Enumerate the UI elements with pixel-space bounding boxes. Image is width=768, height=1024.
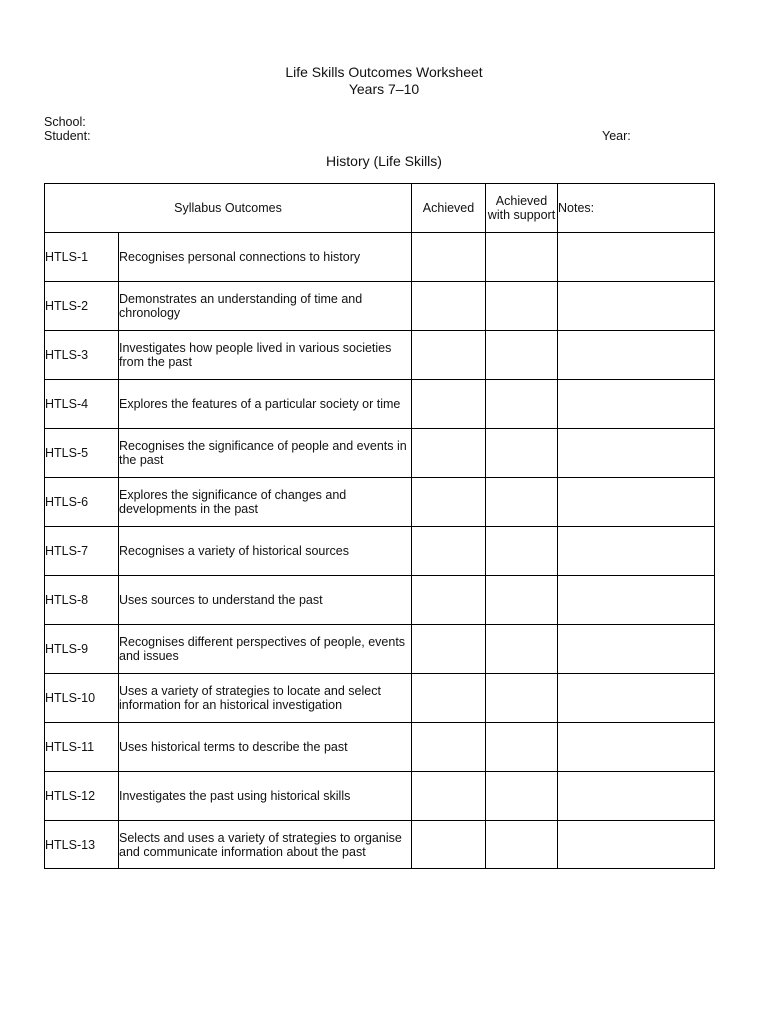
table-row: [45, 527, 715, 576]
achieved-with-support-cell[interactable]: [486, 821, 558, 869]
outcome-description: Recognises different perspectives of people, events and issues: [119, 625, 412, 674]
year-label: Year:: [602, 129, 631, 143]
achieved-with-support-cell[interactable]: [486, 576, 558, 625]
achieved-cell[interactable]: [412, 282, 486, 331]
achieved-with-support-cell[interactable]: [486, 331, 558, 380]
table-row: [45, 233, 715, 282]
worksheet-title: Life Skills Outcomes Worksheet: [285, 64, 483, 80]
notes-cell[interactable]: [558, 772, 715, 821]
table-row: [45, 674, 715, 723]
outcome-code: HTLS-12: [45, 772, 119, 821]
table-row: [45, 478, 715, 527]
syllabus-outcomes-header: Syllabus Outcomes: [45, 184, 412, 233]
table-row: [45, 576, 715, 625]
achieved-cell[interactable]: [412, 478, 486, 527]
outcome-description: Uses historical terms to describe the past: [119, 723, 412, 772]
achieved-with-support-cell[interactable]: [486, 380, 558, 429]
subject-title: History (Life Skills): [326, 153, 442, 169]
outcome-code: HTLS-8: [45, 576, 119, 625]
achieved-cell[interactable]: [412, 429, 486, 478]
notes-cell[interactable]: [558, 233, 715, 282]
notes-cell[interactable]: [558, 282, 715, 331]
outcome-code: HTLS-7: [45, 527, 119, 576]
achieved-with-support-cell[interactable]: [486, 674, 558, 723]
outcome-description: Recognises a variety of historical sources: [119, 527, 412, 576]
table-row: [45, 625, 715, 674]
achieved-with-support-cell[interactable]: [486, 429, 558, 478]
achieved-with-support-cell[interactable]: [486, 527, 558, 576]
achieved-with-support-cell[interactable]: [486, 233, 558, 282]
school-label: School:: [44, 115, 86, 129]
notes-header: Notes:: [558, 184, 715, 233]
outcome-description: Explores the significance of changes and developments in the past: [119, 478, 412, 527]
outcome-code: HTLS-1: [45, 233, 119, 282]
outcome-code: HTLS-3: [45, 331, 119, 380]
notes-cell[interactable]: [558, 576, 715, 625]
achieved-with-support-cell[interactable]: [486, 282, 558, 331]
outcome-code: HTLS-10: [45, 674, 119, 723]
achieved-cell[interactable]: [412, 625, 486, 674]
outcome-description: Investigates how people lived in various societies from the past: [119, 331, 412, 380]
notes-cell[interactable]: [558, 429, 715, 478]
outcome-description: Demonstrates an understanding of time and chronology: [119, 282, 412, 331]
student-label: Student:: [44, 129, 91, 143]
outcome-description: Uses a variety of strategies to locate and select information for an historical investigation: [119, 674, 412, 723]
achieved-with-support-cell[interactable]: [486, 772, 558, 821]
outcome-description: Recognises the significance of people and events in the past: [119, 429, 412, 478]
table-row: [45, 821, 715, 869]
achieved-header: Achieved: [412, 184, 486, 233]
outcome-description: Explores the features of a particular society or time: [119, 380, 412, 429]
outcome-code: HTLS-9: [45, 625, 119, 674]
achieved-cell[interactable]: [412, 674, 486, 723]
outcome-description: Uses sources to understand the past: [119, 576, 412, 625]
notes-cell[interactable]: [558, 527, 715, 576]
table-row: [45, 380, 715, 429]
table-row: [45, 723, 715, 772]
notes-cell[interactable]: [558, 674, 715, 723]
notes-cell[interactable]: [558, 625, 715, 674]
table-header-row: [45, 184, 715, 233]
achieved-with-support-cell[interactable]: [486, 625, 558, 674]
outcome-description: Investigates the past using historical skills: [119, 772, 412, 821]
achieved-cell[interactable]: [412, 821, 486, 869]
outcome-code: HTLS-6: [45, 478, 119, 527]
outcome-description: Selects and uses a variety of strategies to organise and communicate information about the past: [119, 821, 412, 869]
achieved-with-support-cell[interactable]: [486, 478, 558, 527]
achieved-cell[interactable]: [412, 723, 486, 772]
table-row: [45, 282, 715, 331]
achieved-cell[interactable]: [412, 233, 486, 282]
achieved-cell[interactable]: [412, 380, 486, 429]
notes-cell[interactable]: [558, 821, 715, 869]
achieved-cell[interactable]: [412, 331, 486, 380]
outcome-code: HTLS-2: [45, 282, 119, 331]
achieved-with-support-header: Achieved with support: [486, 184, 558, 233]
achieved-cell[interactable]: [412, 772, 486, 821]
outcomes-table: [44, 183, 715, 869]
outcome-code: HTLS-4: [45, 380, 119, 429]
achieved-with-support-cell[interactable]: [486, 723, 558, 772]
table-row: [45, 429, 715, 478]
worksheet-subtitle: Years 7–10: [348, 81, 420, 97]
table-row: [45, 772, 715, 821]
notes-cell[interactable]: [558, 478, 715, 527]
outcome-code: HTLS-13: [45, 821, 119, 869]
outcome-code: HTLS-11: [45, 723, 119, 772]
outcome-code: HTLS-5: [45, 429, 119, 478]
achieved-cell[interactable]: [412, 527, 486, 576]
outcome-rows: [45, 233, 715, 869]
notes-cell[interactable]: [558, 723, 715, 772]
achieved-cell[interactable]: [412, 576, 486, 625]
table-row: [45, 331, 715, 380]
notes-cell[interactable]: [558, 380, 715, 429]
notes-cell[interactable]: [558, 331, 715, 380]
outcome-description: Recognises personal connections to history: [119, 233, 412, 282]
